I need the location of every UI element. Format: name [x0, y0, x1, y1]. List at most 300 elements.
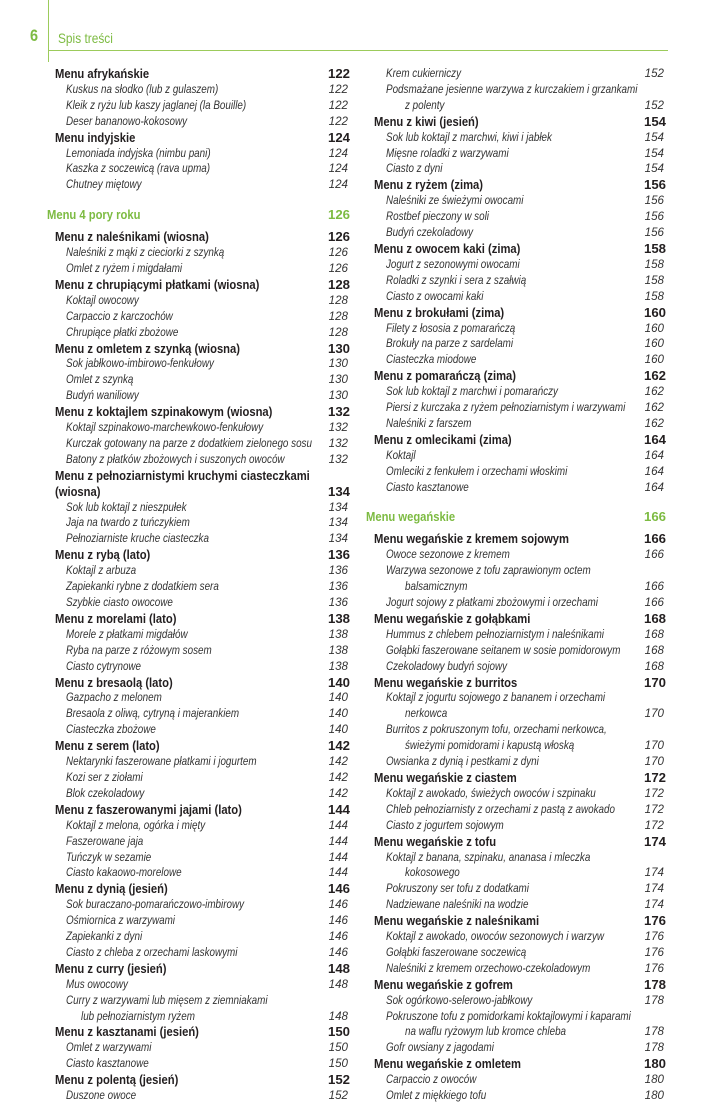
- toc-page-number: 164: [644, 448, 664, 462]
- toc-page-number: 158: [644, 257, 664, 271]
- toc-recipe-entry: [356, 929, 666, 945]
- toc-recipe-entry: [40, 82, 350, 98]
- toc-entry-title: Pełnoziarniste kruche ciasteczka: [66, 532, 209, 546]
- toc-entry-title: lub pełnoziarnistym ryżem: [81, 1009, 195, 1023]
- toc-entry-title: Ciasto z jogurtem sojowym: [386, 818, 504, 832]
- toc-page-number: 156: [643, 177, 666, 193]
- toc-entry-title: Warzywa sezonowe z tofu zaprawionym octem: [386, 564, 591, 578]
- toc-entry-title: Pokruszone tofu z pomidorkami koktajlowymi i kaparami: [386, 1009, 631, 1023]
- toc-recipe-entry: [40, 818, 350, 834]
- toc-entry-title: Jaja na twardo z tuńczykiem: [66, 516, 190, 530]
- toc-page-number: 174: [643, 833, 666, 849]
- toc-entry-title: Menu indyjskie: [55, 129, 136, 145]
- toc-entry-title: Roladki z szynki i sera z szałwią: [386, 273, 527, 287]
- toc-page-number: 128: [327, 276, 350, 292]
- toc-page-number: 136: [328, 596, 348, 609]
- toc-recipe-entry: [356, 722, 666, 738]
- toc-recipe-entry: [40, 309, 350, 325]
- toc-page-number: 146: [328, 930, 348, 944]
- toc-entry-title: Sok ogórkowo-selerowo-jabłkowy: [386, 993, 533, 1007]
- toc-menu-heading: [356, 770, 666, 786]
- toc-recipe-entry: [40, 627, 350, 643]
- toc-recipe-continuation: [356, 98, 666, 114]
- toc-recipe-entry: [356, 289, 666, 305]
- toc-entry-title: (wiosna): [55, 483, 101, 499]
- toc-entry-title: Kaszka z soczewicą (rava upma): [66, 162, 211, 176]
- toc-entry-title: Mięsne roladki z warzywami: [386, 146, 509, 160]
- toc-page-number: 166: [644, 580, 664, 594]
- toc-entry-title: Menu z rybą (lato): [55, 547, 151, 563]
- toc-recipe-entry: [356, 209, 666, 225]
- toc-entry-title: Naleśniki ze świeżymi owocami: [386, 194, 524, 208]
- toc-entry-title: Owsianka z dynią i pestkami z dyni: [386, 755, 539, 769]
- toc-recipe-entry: [40, 420, 350, 436]
- toc-recipe-entry: [40, 754, 350, 770]
- toc-recipe-entry: [356, 1088, 666, 1104]
- toc-page-number: 156: [644, 194, 664, 208]
- toc-entry-title: Menu wegańskie: [366, 509, 456, 525]
- toc-recipe-entry: [356, 754, 666, 770]
- toc-page-number: 126: [327, 207, 350, 223]
- toc-entry-title: Omlet z szynką: [66, 373, 134, 387]
- toc-page-number: 130: [328, 357, 348, 371]
- toc-entry-title: Menu z brokułami (zima): [374, 304, 505, 320]
- toc-entry-title: Jogurt sojowy z płatkami zbożowymi i orzechami: [386, 596, 598, 609]
- toc-page-number: 144: [328, 834, 348, 848]
- toc-page-number: 178: [644, 1025, 664, 1039]
- toc-recipe-entry: [356, 961, 666, 977]
- toc-entry-title: na waflu ryżowym lub kromce chleba: [405, 1025, 567, 1039]
- toc-page-number: 170: [644, 755, 664, 769]
- toc-page-number: 178: [644, 1041, 664, 1055]
- toc-page-number: 138: [328, 659, 348, 673]
- toc-entry-title: Hummus z chlebem pełnoziarnistym i naleśnikami: [386, 627, 604, 641]
- toc-page-number: 150: [328, 1057, 348, 1071]
- toc-recipe-entry: [356, 384, 666, 400]
- toc-entry-title: z polenty: [405, 98, 445, 112]
- toc-recipe-entry: [356, 627, 666, 643]
- toc-recipe-entry: [356, 659, 666, 675]
- toc-page-number: 146: [327, 881, 350, 897]
- toc-entry-title: Ciasto kasztanowe: [66, 1057, 149, 1071]
- toc-page-number: 172: [644, 786, 664, 800]
- toc-recipe-entry: [356, 161, 666, 177]
- toc-recipe-entry: [40, 325, 350, 341]
- toc-page-number: 166: [644, 596, 664, 609]
- toc-page-number: 178: [644, 993, 664, 1007]
- toc-recipe-entry: [40, 993, 350, 1009]
- toc-entry-title: Naleśniki z farszem: [386, 416, 472, 430]
- toc-entry-title: Menu afrykańskie: [55, 66, 150, 81]
- toc-page-number: 170: [644, 707, 664, 721]
- toc-recipe-entry: [356, 416, 666, 432]
- toc-recipe-entry: [40, 1056, 350, 1072]
- toc-recipe-entry: [40, 98, 350, 114]
- toc-page-number: 138: [328, 627, 348, 641]
- toc-entry-title: Carpaccio z owoców: [386, 1073, 477, 1087]
- toc-menu-heading: [356, 675, 666, 691]
- toc-page-number: 142: [327, 738, 350, 754]
- toc-entry-title: Menu wegańskie z ciastem: [374, 769, 517, 785]
- toc-recipe-entry: [356, 993, 666, 1009]
- toc-entry-title: Gołąbki faszerowane soczewicą: [386, 945, 527, 959]
- toc-entry-title: Naleśniki z mąki z cieciorki z szynką: [66, 246, 225, 260]
- toc-recipe-continuation: [356, 579, 666, 595]
- toc-entry-title: Ośmiornica z warzywami: [66, 914, 175, 928]
- toc-menu-heading: [356, 611, 666, 627]
- toc-entry-title: Chutney miętowy: [66, 178, 142, 192]
- toc-recipe-entry: [40, 531, 350, 547]
- toc-menu-heading: [40, 547, 350, 563]
- toc-recipe-entry: [356, 257, 666, 273]
- toc-page-number: 154: [644, 162, 664, 176]
- toc-menu-heading: [356, 368, 666, 384]
- toc-page-number: 152: [644, 67, 664, 80]
- toc-entry-title: Rostbef pieczony w soli: [386, 210, 489, 224]
- toc-entry-title: Bresaola z oliwą, cytryną i majerankiem: [66, 707, 240, 721]
- toc-menu-heading: [40, 881, 350, 897]
- toc-entry-title: Chleb pełnoziarnisty z orzechami z pastą z awokado: [386, 802, 615, 816]
- toc-recipe-entry: [356, 448, 666, 464]
- toc-recipe-entry: [356, 1040, 666, 1056]
- toc-entry-title: Menu z omletem z szynką (wiosna): [55, 340, 240, 356]
- toc-entry-title: Koktajl z awokado, owoców sezonowych i warzyw: [386, 930, 604, 944]
- toc-entry-title: Sok jabłkowo-imbirowo-fenkułowy: [66, 357, 214, 371]
- toc-recipe-entry: [356, 480, 666, 496]
- toc-page-number: 142: [328, 755, 348, 769]
- toc-page-number: 134: [328, 500, 348, 514]
- toc-entry-title: Menu z polentą (jesień): [55, 1072, 179, 1088]
- toc-page-number: 168: [644, 627, 664, 641]
- toc-page-number: 124: [328, 178, 348, 192]
- toc-page-number: 154: [643, 113, 666, 129]
- toc-menu-heading: [40, 961, 350, 977]
- toc-recipe-entry: [40, 834, 350, 850]
- toc-page-number: 168: [643, 610, 666, 626]
- toc-page-number: 176: [644, 961, 664, 975]
- toc-entry-title: Ciasteczka miodowe: [386, 353, 477, 367]
- toc-page-number: 168: [644, 643, 664, 657]
- toc-entry-title: Gołąbki faszerowane seitanem w sosie pomidorowym: [386, 643, 621, 657]
- toc-recipe-entry: [356, 146, 666, 162]
- toc-entry-title: Koktajl z awokado, świeżych owoców i szpinaku: [386, 786, 596, 800]
- toc-page-number: 124: [327, 129, 350, 145]
- toc-recipe-entry: [40, 245, 350, 261]
- toc-entry-title: Ciasto cytrynowe: [66, 659, 142, 673]
- toc-page-number: 158: [644, 289, 664, 303]
- toc-entry-title: Zapiekanki z dyni: [66, 930, 143, 944]
- toc-recipe-entry: [356, 1009, 666, 1025]
- toc-entry-title: kokosowego: [405, 866, 460, 880]
- toc-menu-heading: [356, 913, 666, 929]
- toc-recipe-entry: [356, 802, 666, 818]
- toc-entry-title: Kozi ser z ziołami: [66, 770, 143, 784]
- toc-page-number: 152: [328, 1089, 348, 1103]
- toc-entry-title: Menu wegańskie z burritos: [374, 674, 518, 690]
- toc-page-number: 122: [327, 66, 350, 81]
- toc-menu-heading: [356, 241, 666, 257]
- toc-menu-heading: [40, 738, 350, 754]
- toc-page-number: 170: [644, 739, 664, 753]
- toc-recipe-entry: [40, 261, 350, 277]
- toc-page-number: 180: [644, 1089, 664, 1103]
- toc-section-heading: [40, 207, 350, 223]
- toc-page-number: 166: [644, 548, 664, 562]
- toc-entry-title: Krem cukierniczy: [386, 67, 462, 80]
- toc-entry-title: Blok czekoladowy: [66, 786, 145, 800]
- toc-menu-heading: [40, 675, 350, 691]
- toc-entry-title: Koktajl szpinakowo-marchewkowo-fenkułowy: [66, 421, 264, 435]
- toc-recipe-entry: [40, 452, 350, 468]
- toc-recipe-entry: [40, 865, 350, 881]
- toc-menu-heading: [40, 1024, 350, 1040]
- toc-recipe-entry: [356, 130, 666, 146]
- toc-entry-title: Faszerowane jaja: [66, 834, 144, 848]
- toc-entry-title: Ciasto z chleba z orzechami laskowymi: [66, 945, 238, 959]
- toc-entry-title: balsamicznym: [405, 580, 468, 594]
- toc-page-number: 150: [328, 1041, 348, 1055]
- toc-page-number: 138: [327, 610, 350, 626]
- toc-menu-heading: [356, 432, 666, 448]
- toc-recipe-continuation: [356, 865, 666, 881]
- toc-entry-title: Chrupiące płatki zbożowe: [66, 325, 179, 339]
- toc-recipe-entry: [356, 321, 666, 337]
- toc-recipe-entry: [356, 881, 666, 897]
- toc-entry-title: Menu 4 pory roku: [47, 207, 141, 223]
- toc-entry-title: Menu wegańskie z omletem: [374, 1056, 522, 1072]
- toc-entry-title: Duszone owoce: [66, 1089, 137, 1103]
- toc-entry-title: Koktajl z jogurtu sojowego z bananem i orzechami: [386, 691, 606, 705]
- toc-page-number: 160: [643, 304, 666, 320]
- toc-recipe-entry: [356, 563, 666, 579]
- toc-recipe-entry: [40, 1040, 350, 1056]
- toc-menu-heading: [356, 305, 666, 321]
- toc-entry-title: Naleśniki z kremem orzechowo-czekoladowym: [386, 961, 591, 975]
- toc-entry-title: Menu z bresaolą (lato): [55, 674, 173, 690]
- toc-page-number: 164: [644, 480, 664, 494]
- toc-recipe-entry: [40, 563, 350, 579]
- toc-page-number: 136: [327, 547, 350, 563]
- toc-recipe-entry: [356, 1072, 666, 1088]
- toc-recipe-entry: [40, 913, 350, 929]
- toc-entry-title: Menu z serem (lato): [55, 738, 160, 754]
- toc-recipe-continuation: [356, 1024, 666, 1040]
- toc-recipe-entry: [40, 929, 350, 945]
- toc-recipe-entry: [40, 897, 350, 913]
- toc-page-number: 172: [643, 769, 666, 785]
- toc-entry-title: Pokruszony ser tofu z dodatkami: [386, 882, 529, 896]
- toc-recipe-entry: [40, 293, 350, 309]
- toc-entry-title: Menu z owocem kaki (zima): [374, 240, 521, 256]
- toc-recipe-entry: [40, 114, 350, 130]
- toc-entry-title: Menu wegańskie z kremem sojowym: [374, 531, 569, 547]
- toc-recipe-entry: [40, 161, 350, 177]
- toc-entry-title: Morele z płatkami migdałów: [66, 627, 188, 641]
- toc-page-number: 130: [328, 373, 348, 387]
- toc-entry-title: Kleik z ryżu lub kaszy jaglanej (la Bouille): [66, 98, 247, 112]
- toc-page-number: 124: [328, 146, 348, 160]
- toc-recipe-entry: [356, 643, 666, 659]
- toc-page-number: 144: [328, 818, 348, 832]
- toc-entry-title: Tuńczyk w sezamie: [66, 850, 152, 864]
- toc-entry-title: Menu z morelami (lato): [55, 610, 177, 626]
- toc-entry-title: Filety z łososia z pomarańczą: [386, 321, 516, 335]
- toc-entry-title: nerkowca: [405, 707, 448, 721]
- toc-recipe-entry: [356, 82, 666, 98]
- toc-page-number: 126: [328, 261, 348, 275]
- toc-menu-heading: [40, 468, 350, 484]
- toc-page-number: 138: [328, 643, 348, 657]
- toc-entry-title: Gazpacho z melonem: [66, 691, 162, 705]
- toc-page-number: 174: [644, 882, 664, 896]
- toc-entry-title: Omleciki z fenkułem i orzechami włoskimi: [386, 464, 568, 478]
- toc-recipe-entry: [40, 388, 350, 404]
- toc-entry-title: Deser bananowo-kokosowy: [66, 114, 188, 128]
- toc-page-number: 140: [328, 691, 348, 705]
- toc-entry-title: Ciasto kasztanowe: [386, 480, 469, 494]
- toc-page-number: 160: [644, 353, 664, 367]
- toc-page-number: 142: [328, 786, 348, 800]
- toc-menu-heading: [356, 834, 666, 850]
- toc-entry-title: Szybkie ciasto owocowe: [66, 596, 173, 609]
- toc-recipe-entry: [40, 659, 350, 675]
- toc-entry-title: Sok lub koktajl z nieszpułek: [66, 500, 187, 514]
- toc-menu-heading: [40, 404, 350, 420]
- toc-entry-title: Menu z pomarańczą (zima): [374, 368, 517, 384]
- toc-page-number: 172: [644, 818, 664, 832]
- toc-entry-title: Czekoladowy budyń sojowy: [386, 659, 508, 673]
- toc-recipe-entry: [40, 595, 350, 611]
- toc-page-number: 140: [328, 707, 348, 721]
- toc-entry-title: Nektarynki faszerowane płatkami i jogurtem: [66, 755, 257, 769]
- toc-menu-heading: [40, 130, 350, 146]
- toc-entry-title: Ciasto z owocami kaki: [386, 289, 484, 303]
- toc-page-number: 134: [328, 516, 348, 530]
- toc-entry-title: Ryba na parze z różowym sosem: [66, 643, 212, 657]
- toc-right-column: [356, 66, 666, 1104]
- toc-menu-heading: [40, 66, 350, 82]
- toc-page-number: 132: [327, 404, 350, 420]
- toc-recipe-entry: [356, 897, 666, 913]
- toc-page-number: 136: [328, 564, 348, 578]
- toc-entry-title: Omlet z warzywami: [66, 1041, 152, 1055]
- toc-entry-title: Omlet z miękkiego tofu: [386, 1089, 487, 1103]
- toc-page-number: 144: [328, 866, 348, 880]
- toc-recipe-entry: [40, 643, 350, 659]
- toc-page-number: 162: [644, 416, 664, 430]
- toc-menu-heading: [40, 341, 350, 357]
- toc-entry-title: Sok buraczano-pomarańczowo-imbirowy: [66, 898, 245, 912]
- toc-recipe-entry: [356, 786, 666, 802]
- toc-page-number: 174: [644, 898, 664, 912]
- toc-page-number: 160: [644, 337, 664, 351]
- toc-entry-title: Kuskus na słodko (lub z gulaszem): [66, 82, 219, 96]
- toc-section-heading: [356, 509, 666, 525]
- toc-recipe-entry: [356, 193, 666, 209]
- toc-recipe-entry: [40, 977, 350, 993]
- toc-page-number: 136: [328, 580, 348, 594]
- toc-entry-title: Brokuły na parze z sardelami: [386, 337, 514, 351]
- toc-page-number: 154: [644, 130, 664, 144]
- toc-recipe-entry: [40, 356, 350, 372]
- header-rule-vertical: [48, 0, 49, 62]
- toc-entry-title: świeżymi pomidorami i kapustą włoską: [405, 739, 575, 753]
- toc-page-number: 146: [328, 914, 348, 928]
- toc-recipe-entry: [40, 770, 350, 786]
- toc-left-column: [40, 66, 350, 1104]
- toc-recipe-entry: [356, 690, 666, 706]
- toc-recipe-entry: [40, 177, 350, 193]
- toc-page-number: 162: [644, 385, 664, 399]
- toc-page-number: 132: [328, 421, 348, 435]
- toc-menu-heading: [356, 1056, 666, 1072]
- toc-recipe-entry: [356, 850, 666, 866]
- toc-menu-heading: [40, 1072, 350, 1088]
- toc-page-number: 154: [644, 146, 664, 160]
- toc-entry-title: Koktajl: [386, 448, 416, 462]
- toc-page-number: 132: [328, 436, 348, 450]
- toc-entry-title: Kurczak gotowany na parze z dodatkiem zielonego sosu: [66, 436, 312, 450]
- toc-page-number: 162: [644, 401, 664, 415]
- toc-menu-heading: [356, 977, 666, 993]
- toc-entry-title: Podsmażane jesienne warzywa z kurczakiem i grzankami: [386, 82, 638, 96]
- toc-page-number: 168: [644, 659, 664, 673]
- toc-page-number: 126: [328, 246, 348, 260]
- toc-page-number: 164: [644, 464, 664, 478]
- toc-page-number: 134: [328, 532, 348, 546]
- toc-recipe-entry: [356, 945, 666, 961]
- toc-recipe-entry: [356, 547, 666, 563]
- toc-page-number: 172: [644, 802, 664, 816]
- toc-recipe-entry: [356, 352, 666, 368]
- toc-page-number: 134: [327, 483, 350, 499]
- toc-entry-title: Menu z pełnoziarnistymi kruchymi ciasteczkami: [55, 467, 310, 483]
- toc-entry-title: Zapiekanki rybne z dodatkiem sera: [66, 580, 219, 594]
- toc-page-number: 152: [327, 1072, 350, 1088]
- toc-recipe-continuation: [356, 706, 666, 722]
- toc-entry-title: Koktajl z banana, szpinaku, ananasa i mleczka: [386, 850, 591, 864]
- toc-page-number: 122: [328, 98, 348, 112]
- toc-entry-title: Menu z koktajlem szpinakowym (wiosna): [55, 404, 273, 420]
- toc-page-number: 160: [644, 321, 664, 335]
- toc-recipe-entry: [40, 515, 350, 531]
- toc-entry-title: Sok lub koktajl z marchwi i pomarańczy: [386, 385, 558, 399]
- toc-entry-title: Ciasteczka zbożowe: [66, 723, 156, 737]
- toc-entry-title: Budyń czekoladowy: [386, 226, 474, 240]
- toc-entry-title: Ciasto z dyni: [386, 162, 443, 176]
- toc-entry-title: Carpaccio z karczochów: [66, 309, 173, 323]
- toc-entry-title: Menu z naleśnikami (wiosna): [55, 229, 209, 245]
- toc-recipe-entry: [356, 595, 666, 611]
- toc-page-number: 180: [644, 1073, 664, 1087]
- toc-entry-title: Menu z faszerowanymi jajami (lato): [55, 801, 242, 817]
- toc-recipe-entry: [356, 273, 666, 289]
- toc-page-number: 148: [328, 1009, 348, 1023]
- toc-page-number: 122: [328, 114, 348, 128]
- toc-page-number: 130: [328, 389, 348, 403]
- toc-entry-title: Lemoniada indyjska (nimbu pani): [66, 146, 211, 160]
- toc-page-number: 158: [644, 273, 664, 287]
- toc-recipe-entry: [40, 146, 350, 162]
- toc-recipe-entry: [356, 818, 666, 834]
- toc-recipe-entry: [40, 500, 350, 516]
- toc-recipe-entry: [40, 945, 350, 961]
- toc-entry-title: Burritos z pokruszonym tofu, orzechami nerkowca,: [386, 723, 607, 737]
- toc-entry-title: Menu z curry (jesień): [55, 960, 167, 976]
- toc-page-number: 128: [328, 293, 348, 307]
- toc-recipe-entry: [40, 786, 350, 802]
- page-number: 6: [30, 26, 39, 45]
